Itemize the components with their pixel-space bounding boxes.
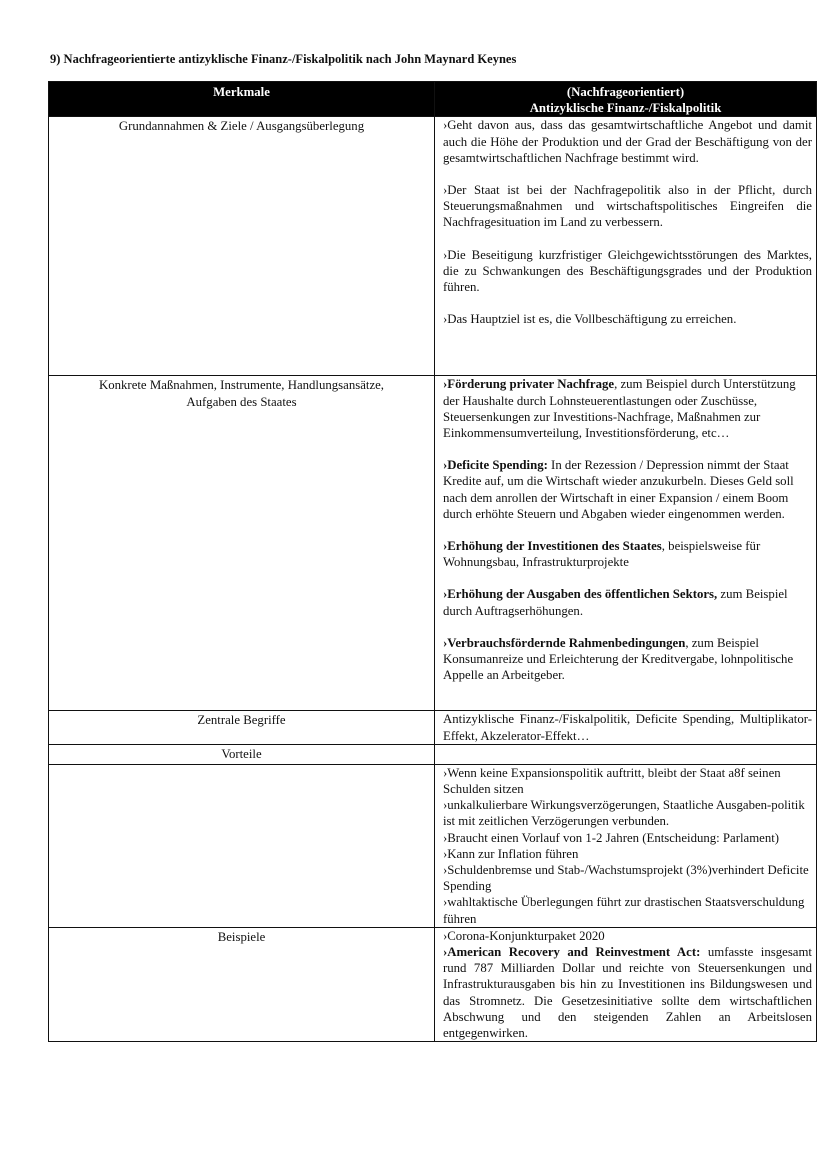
- item-heading: ›American Recovery and Reinvestment Act:: [443, 945, 701, 960]
- row-content-beispiele: [435, 927, 817, 1041]
- paragraph: ›Geht davon aus, dass das gesamtwirtschaftliche Angebot und damit auch die Höhe der Produktion und der Grad der Beschäftigung von der gesamtwirtschaftlichen Nachfrage bestimmt wird.: [443, 118, 812, 165]
- header-politik-line1: (Nachfrageorientiert): [566, 85, 685, 99]
- paragraph: ›Die Beseitigung kurzfristiger Gleichgewichtsstörungen des Marktes, die zu Schwankungen des Beschäftigungsgrades und der Produktion führen.: [443, 247, 812, 295]
- item-heading: ›Erhöhung der Investitionen des Staates: [443, 539, 662, 554]
- item-heading: ›Deficite Spending:: [443, 458, 548, 473]
- table-header-row: [49, 82, 817, 117]
- table-row: [49, 764, 817, 927]
- table-row: [49, 711, 817, 744]
- row-label-vorteile: Vorteile: [49, 744, 435, 764]
- table-row: [49, 927, 817, 1041]
- list-item: [443, 944, 812, 1041]
- row-label-nachteile: [49, 764, 435, 927]
- item-text: umfasste insgesamt rund 787 Milliarden Dollar und reichte von Steuersenkungen und Infrastrukturausgaben bis hin zu Investitionen ins Bildungswesen und das Stromnetz. Die Gesetzesinitiative sollte dem wirtschaftlichen Abschwung und den steigenden Zahlen an Arbeitslosen entgegenwirken.: [443, 945, 812, 1041]
- list-item: ›unkalkulierbare Wirkungsverzögerungen, Staatliche Ausgaben-politik ist mit zeitlichen Verzögerungen verbunden.: [443, 798, 805, 829]
- row-content-nachteile: [435, 764, 817, 927]
- list-item: [443, 586, 812, 618]
- list-item: [443, 376, 812, 441]
- table-row: [49, 744, 817, 764]
- list-item: ›Braucht einen Vorlauf von 1-2 Jahren (Entscheidung: Parlament): [443, 830, 780, 845]
- row-content-massnahmen: [435, 376, 817, 711]
- table-row: [49, 117, 817, 376]
- paragraph: ›Der Staat ist bei der Nachfragepolitik also in der Pflicht, durch Steuerungsmaßnahmen und wirtschaftspolitisches Eingreifen die Nachfragesituation im Land zu verbessern.: [443, 183, 812, 230]
- item-text: In der Rezession / Depression nimmt der Staat Kredite auf, um die Wirtschaft wieder anzukurbeln. Dieses Geld soll nach dem anrollen der Wirtschaft in einer Expansion / einem Boom durch erhöhte Steuern und Abgaben wieder eingenommen werden.: [443, 458, 794, 521]
- header-politik-line2: Antizyklische Finanz-/Fiskalpolitik: [529, 101, 722, 116]
- table-row: [49, 376, 817, 711]
- row-content-begriffe: Antizyklische Finanz-/Fiskalpolitik, Deficite Spending, Multiplikator-Effekt, Akzelerator-Effekt…: [435, 711, 817, 744]
- list-item: ›Kann zur Inflation führen: [443, 846, 579, 861]
- list-item: ›Wenn keine Expansionspolitik auftritt, bleibt der Staat a8f seinen Schulden sitzen: [443, 765, 781, 797]
- comparison-table: [48, 81, 817, 1042]
- list-item: ›wahltaktische Überlegungen führt zur drastischen Staatsverschuldung führen: [443, 895, 805, 926]
- row-label-grundannahmen: Grundannahmen & Ziele / Ausgangsüberlegung: [49, 117, 435, 376]
- list-item: [443, 457, 812, 522]
- header-merkmale: Merkmale: [49, 82, 435, 117]
- page-title: 9) Nachfrageorientierte antizyklische Finanz-/Fiskalpolitik nach John Maynard Keynes: [50, 52, 517, 66]
- item-heading: ›Förderung privater Nachfrage: [443, 377, 615, 392]
- row-label-begriffe: Zentrale Begriffe: [49, 711, 435, 744]
- item-text: , beispielsweise für Wohnungsbau, Infrastrukturprojekte: [443, 539, 761, 570]
- row-content-grundannahmen: [435, 117, 817, 376]
- header-politik: [435, 82, 817, 117]
- row-label-massnahmen: Konkrete Maßnahmen, Instrumente, Handlungsansätze, Aufgaben des Staates: [49, 376, 435, 711]
- item-heading: ›Erhöhung der Ausgaben des öffentlichen Sektors,: [443, 587, 718, 602]
- list-item: [443, 538, 812, 570]
- list-item: ›Corona-Konjunkturpaket 2020: [443, 928, 605, 943]
- row-label-beispiele: Beispiele: [49, 927, 435, 1041]
- list-item: [443, 635, 812, 684]
- row-content-vorteile: [435, 744, 817, 764]
- item-text: , zum Beispiel durch Unterstützung der Haushalte durch Lohnsteuerentlastungen oder Zuschüsse, Steuersenkungen zur Investitions-Nachfrage, Maßnahmen zur Einkommensumverteilung, Investitionsförderung, etc…: [443, 377, 796, 441]
- paragraph: ›Das Hauptziel ist es, die Vollbeschäftigung zu erreichen.: [443, 312, 737, 327]
- item-heading: ›Verbrauchsfördernde Rahmenbedingungen: [443, 635, 686, 650]
- item-text: , zum Beispiel Konsumanreize und Erleichterung der Kreditvergabe, lohnpolitische Appelle an Arbeitgeber.: [443, 635, 794, 683]
- list-item: ›Schuldenbremse und Stab-/Wachstumsprojekt (3%)verhindert Deficite Spending: [443, 863, 809, 894]
- item-text: zum Beispiel durch Auftragserhöhungen.: [443, 587, 788, 618]
